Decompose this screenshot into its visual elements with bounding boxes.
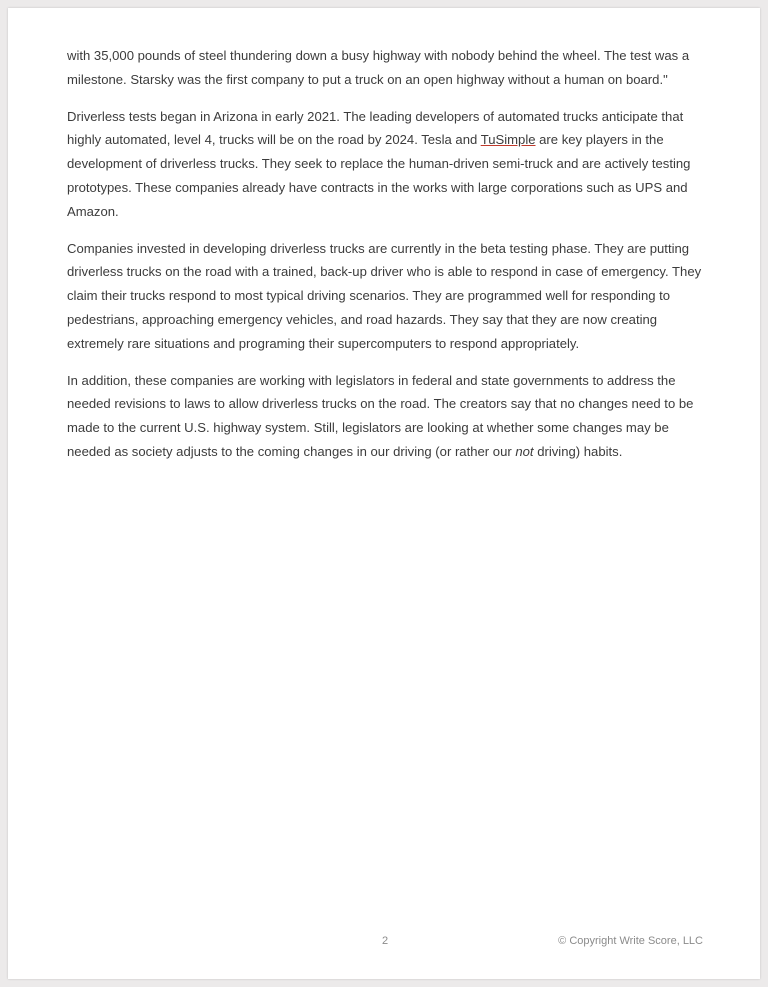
- paragraph-2-text-part-1: Driverless tests began in Arizona in early 2021. The leading developers of automated trucks anticipate that highly automated, level 4, trucks will be on the road by 2024. Tesla and: [67, 108, 684, 148]
- page-footer: [67, 935, 703, 951]
- footer-copyright: © Copyright Write Score, LLC: [558, 935, 703, 947]
- emphasis-not: not: [515, 443, 534, 459]
- footer-page-number: 2: [381, 935, 389, 947]
- paragraph-3-text: Companies invested in developing driverless trucks are currently in the beta testing phase. They are putting driverless trucks on the road with a trained, back-up driver who is able to respond in case of emergency. They claim their trucks respond to most typical driving scenarios. They are programmed well for responding to pedestrians, approaching emergency vehicles, and road hazards. They say that they are now creating extremely rare situations and programing their supercomputers to respond appropriately.: [67, 240, 702, 351]
- paragraph-4-text-part-1: In addition, these companies are working with legislators in federal and state governments to address the needed revisions to laws to allow driverless trucks on the road. The creators say that no changes need to be made to the current U.S. highway system. Still, legislators are looking at whether some changes may be needed as society adjusts to the coming changes in our driving (or rather our: [67, 372, 694, 459]
- paragraph-3: [67, 237, 703, 356]
- document-body: [67, 44, 703, 464]
- page-content-area: [67, 44, 703, 949]
- paragraph-1-text: with 35,000 pounds of steel thundering down a busy highway with nobody behind the wheel. The test was a milestone. Starsky was the first company to put a truck on an open highway without a human on board.": [67, 48, 690, 87]
- paragraph-4: [67, 369, 703, 464]
- paragraph-4-text-part-2: driving) habits.: [533, 443, 623, 459]
- paragraph-2-text-part-2: are key players in the development of driverless trucks. They seek to replace the human-driven semi-truck and are actively testing prototypes. These companies already have contracts in the works with large corporations such as UPS and Amazon.: [67, 132, 691, 219]
- paragraph-2: [67, 105, 703, 224]
- misspelled-word-tusimple[interactable]: TuSimple: [480, 132, 536, 148]
- document-page: [8, 8, 760, 979]
- paragraph-1: [67, 44, 703, 92]
